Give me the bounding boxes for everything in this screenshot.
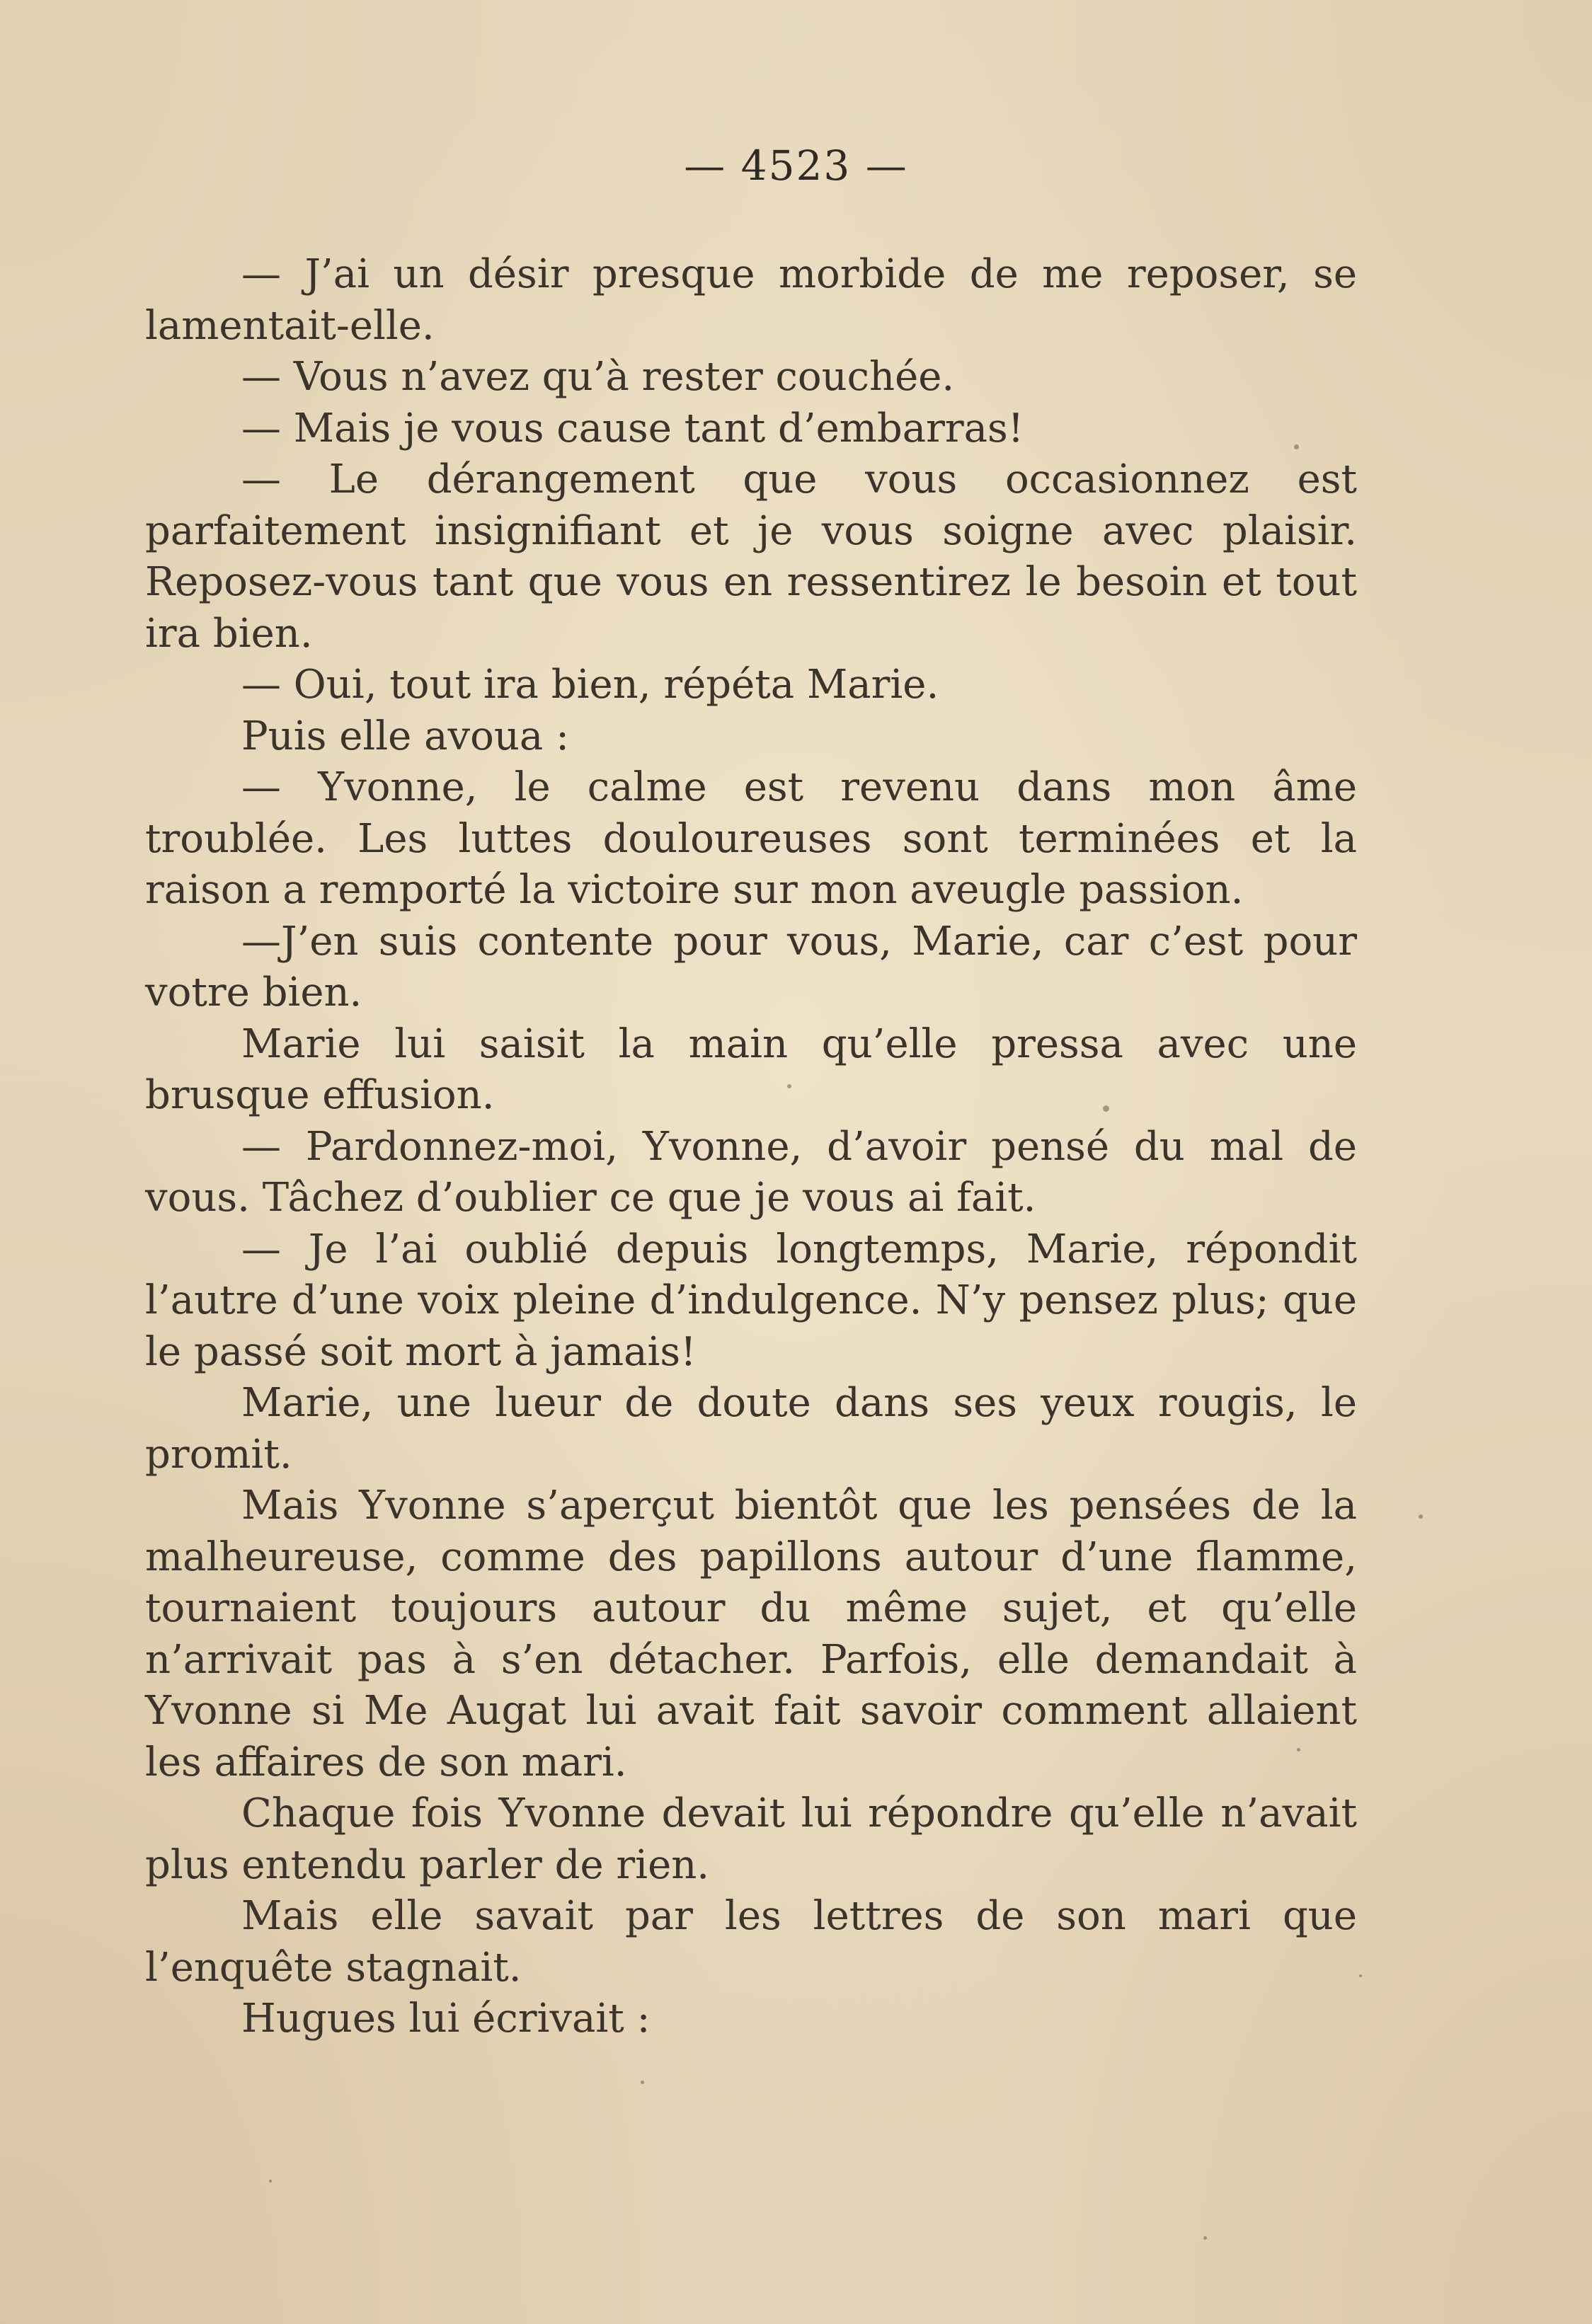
paragraph: Mais elle savait par les lettres de son mari que l’enquête stagnait.: [145, 1893, 1357, 1991]
paragraph: — J’ai un désir presque morbide de me reposer, se lamentait-elle.: [145, 251, 1357, 349]
paragraph: —J’en suis contente pour vous, Marie, car c’est pour votre bien.: [145, 918, 1357, 1016]
paragraph: — Je l’ai oublié depuis longtemps, Marie, répondit l’autre d’une voix pleine d’indulgence. N’y pensez plus; que le passé soit mort à jamais!: [145, 1226, 1357, 1375]
paper-speck: [269, 2180, 272, 2182]
paper-speck: [1203, 2236, 1207, 2240]
paper-speck: [1297, 1748, 1300, 1751]
paragraph: Hugues lui écrivait :: [241, 1996, 651, 2042]
paragraph: Chaque fois Yvonne devait lui répondre qu’elle n’avait plus entendu parler de rien.: [145, 1790, 1357, 1888]
paper-speck: [787, 1084, 791, 1088]
paper-speck: [1103, 1105, 1109, 1112]
paragraph: — Vous n’avez qu’à rester couchée.: [241, 354, 955, 400]
paragraph: Puis elle avoua :: [241, 713, 569, 759]
paragraph: — Pardonnez-moi, Yvonne, d’avoir pensé du mal de vous. Tâchez d’oublier ce que je vous ai fait.: [145, 1123, 1357, 1221]
page-number: — 4523 —: [684, 142, 908, 190]
paragraph: — Oui, tout ira bien, répéta Marie.: [241, 662, 939, 708]
paragraph: Mais Yvonne s’aperçut bientôt que les pensées de la malheureuse, comme des papillons autour d’une flamme, tournaient toujours autour du même sujet, et qu’elle n’arrivait pas à s’en détacher. Parfois, elle demandait à Yvonne si Me Augat lui avait fait savoir comment allaient les affaires de son mari.: [145, 1483, 1357, 1785]
paragraph: Marie lui saisit la main qu’elle pressa avec une brusque effusion.: [145, 1020, 1357, 1118]
paragraph: — Mais je vous cause tant d’embarras!: [241, 405, 1024, 451]
paragraph: Marie, une lueur de doute dans ses yeux rougis, le promit.: [145, 1380, 1357, 1478]
paper-speck: [641, 2081, 644, 2084]
paragraph: — Yvonne, le calme est revenu dans mon âme troublée. Les luttes douloureuses sont terminées et la raison a remporté la victoire sur mon aveugle passion.: [145, 764, 1357, 913]
paragraph: — Le dérangement que vous occasionnez est parfaitement insignifiant et je vous soigne avec plaisir. Reposez-vous tant que vous en ressentirez le besoin et tout ira bien.: [145, 456, 1357, 657]
body-text: [145, 249, 1357, 2045]
paper-speck: [1359, 1974, 1362, 1977]
paper-speck: [1419, 1514, 1423, 1519]
paper-speck: [1294, 444, 1299, 449]
